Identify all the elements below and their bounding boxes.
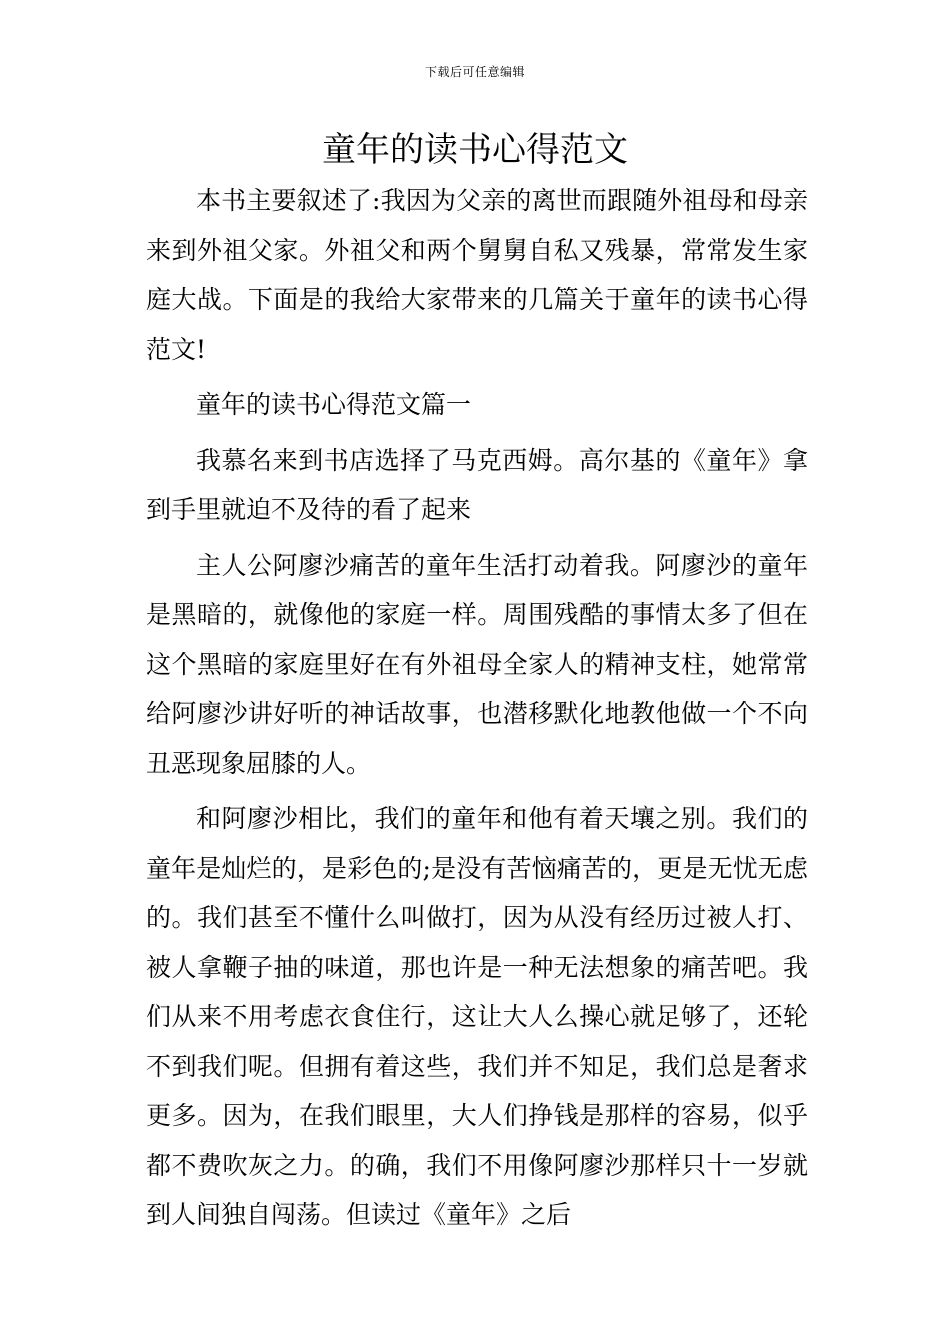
paragraph-intro: 本书主要叙述了:我因为父亲的离世而跟随外祖母和母亲来到外祖父家。外祖父和两个舅舅自私又残暴，常常发生家庭大战。下面是的我给大家带来的几篇关于童年的读书心得范文! [146,186,808,364]
paragraph-bookstore: 我慕名来到书店选择了马克西姆。高尔基的《童年》拿到手里就迫不及待的看了起来 [146,445,808,524]
section-heading: 童年的读书心得范文篇一 [196,390,472,419]
document-body [146,176,808,1240]
header-note: 下载后可任意编辑 [424,65,525,79]
paragraph-protagonist: 主人公阿廖沙痛苦的童年生活打动着我。阿廖沙的童年是黑暗的，就像他的家庭一样。周围残酷的事情太多了但在这个黑暗的家庭里好在有外祖母全家人的精神支柱，她常常给阿廖沙讲好听的神话故事，也潜移默化地教他做一个不向丑恶现象屈膝的人。 [146,550,808,778]
paragraph-comparison: 和阿廖沙相比，我们的童年和他有着天壤之别。我们的童年是灿烂的，是彩色的;是没有苦恼痛苦的，更是无忧无虑的。我们甚至不懂什么叫做打，因为从没有经历过被人打、被人拿鞭子抽的味道，那也许是一种无法想象的痛苦吧。我们从来不用考虑衣食住行，这让大人么操心就足够了，还轮不到我们呢。但拥有着这些，我们并不知足，我们总是奢求更多。因为，在我们眼里，大人们挣钱是那样的容易，似乎都不费吹灰之力。的确，我们不用像阿廖沙那样只十一岁就到人间独自闯荡。但读过《童年》之后 [146,804,808,1229]
document-title: 童年的读书心得范文 [322,130,628,170]
